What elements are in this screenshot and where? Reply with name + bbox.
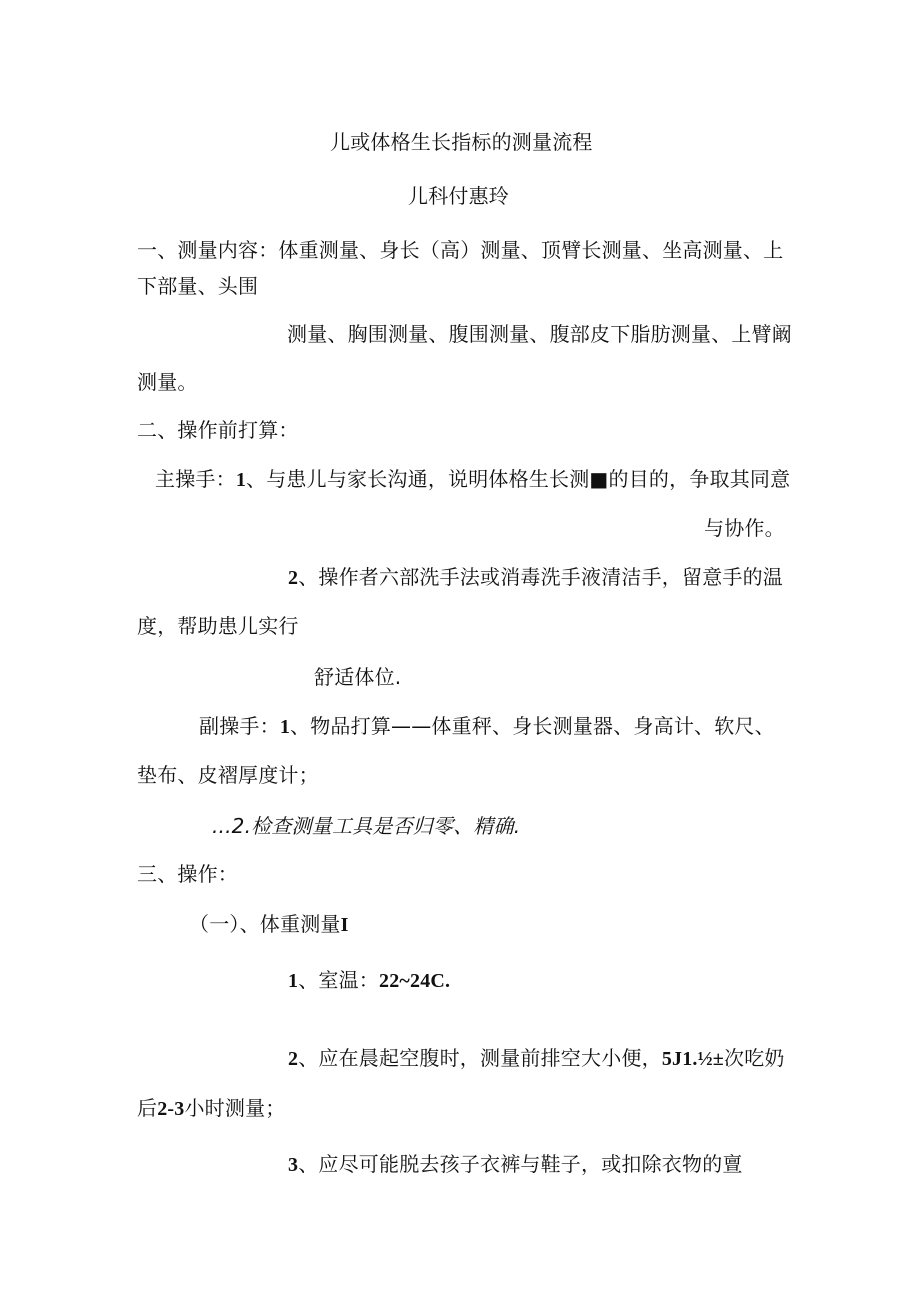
document-author-text: 儿科付惠玲: [408, 184, 509, 208]
section2-assist-step1: [199, 712, 775, 741]
main-step2-cont2-text: 舒适体位.: [314, 665, 402, 689]
sub1-heading-tail: I: [340, 914, 349, 936]
item3-text: 、应尽可能脱去孩子衣裤与鞋子，或扣除衣物的亶: [298, 1152, 743, 1176]
main-step2-number: 2: [288, 567, 299, 589]
main-step1-cont-text: 与协作。: [704, 516, 785, 540]
item1-value: 22~24C.: [379, 970, 451, 992]
item2-text-a: 、应在晨起空腹时，测量前排空大小便，: [298, 1046, 662, 1070]
section2-main-step2-cont1: [137, 612, 299, 640]
section3-item2-cont: [137, 1094, 285, 1123]
section2-main-step2-cont2: [314, 663, 401, 691]
section1-line1-text: 一、测量内容：体重测量、身长（高）测量、顶臂长测量、坐高测量、上: [137, 238, 784, 262]
section1-line2-text: 下部量、头围: [137, 274, 259, 298]
section1-line3-text: 测量、胸围测量、腹围测量、腹部皮下脂肪测量、上臂阚: [287, 322, 792, 346]
section1-line4: [137, 368, 198, 396]
document-author: [408, 182, 509, 210]
section2-main-step1: [155, 465, 790, 494]
section2-assist-step1-cont: [137, 761, 319, 789]
main-step2-text: 、操作者六部洗手法或消毒洗手液清洁手，留意手的温: [298, 565, 784, 589]
section1-line3: [287, 320, 792, 348]
main-operator-label: 主操手：: [155, 467, 236, 491]
assist-step1-cont-text: 垫布、皮褶厚度计；: [137, 763, 319, 787]
item1-number: 1: [288, 970, 299, 992]
item1-text: 、室温：: [298, 968, 380, 992]
assist-step2-text: ...2.检查测量工具是否归零、精确.: [212, 814, 521, 838]
sub1-heading-text: （一）、体重测量: [189, 912, 341, 936]
section1-line1: [137, 236, 783, 264]
main-step1-number: 1: [235, 469, 247, 491]
section3-sub1-heading: [189, 910, 349, 939]
item2-cont-number: 2-3: [157, 1098, 185, 1120]
item2-cont-a: 后: [137, 1096, 158, 1120]
section3-heading-text: 三、操作：: [137, 862, 238, 886]
main-step1-text: 、与患儿与家长沟通，说明体格生长测■的目的，争取其同意: [246, 467, 791, 491]
item2-cont-b: 小时测量；: [184, 1096, 286, 1120]
item3-number: 3: [288, 1154, 299, 1176]
section2-assist-step2: [212, 812, 520, 840]
assist-operator-label: 副操手：: [199, 714, 280, 738]
section1-line4-text: 测量。: [137, 370, 198, 394]
item2-number: 2: [288, 1048, 299, 1070]
item2-code: 5J1.½±: [661, 1048, 724, 1070]
section2-main-step1-cont: [704, 514, 785, 542]
main-step2-cont1-text: 度，帮助患儿实行: [137, 614, 299, 638]
section3-item1: [288, 966, 450, 995]
section2-heading-text: 二、操作前打算：: [137, 418, 299, 442]
item2-text-b: 次吃奶: [724, 1046, 785, 1070]
section1-line2: [137, 272, 258, 300]
section3-item2: [288, 1044, 785, 1073]
section2-main-step2: [288, 563, 783, 592]
document-title-text: 儿或体格生长指标的测量流程: [330, 130, 593, 154]
section3-item3: [288, 1150, 743, 1179]
assist-step1-number: 1: [279, 716, 291, 738]
document-title: [330, 128, 593, 156]
assist-step1-text: 、物品打算——体重秤、身长测量器、身高计、软尺、: [290, 714, 775, 738]
section3-heading: [137, 860, 238, 888]
section2-heading: [137, 416, 299, 444]
